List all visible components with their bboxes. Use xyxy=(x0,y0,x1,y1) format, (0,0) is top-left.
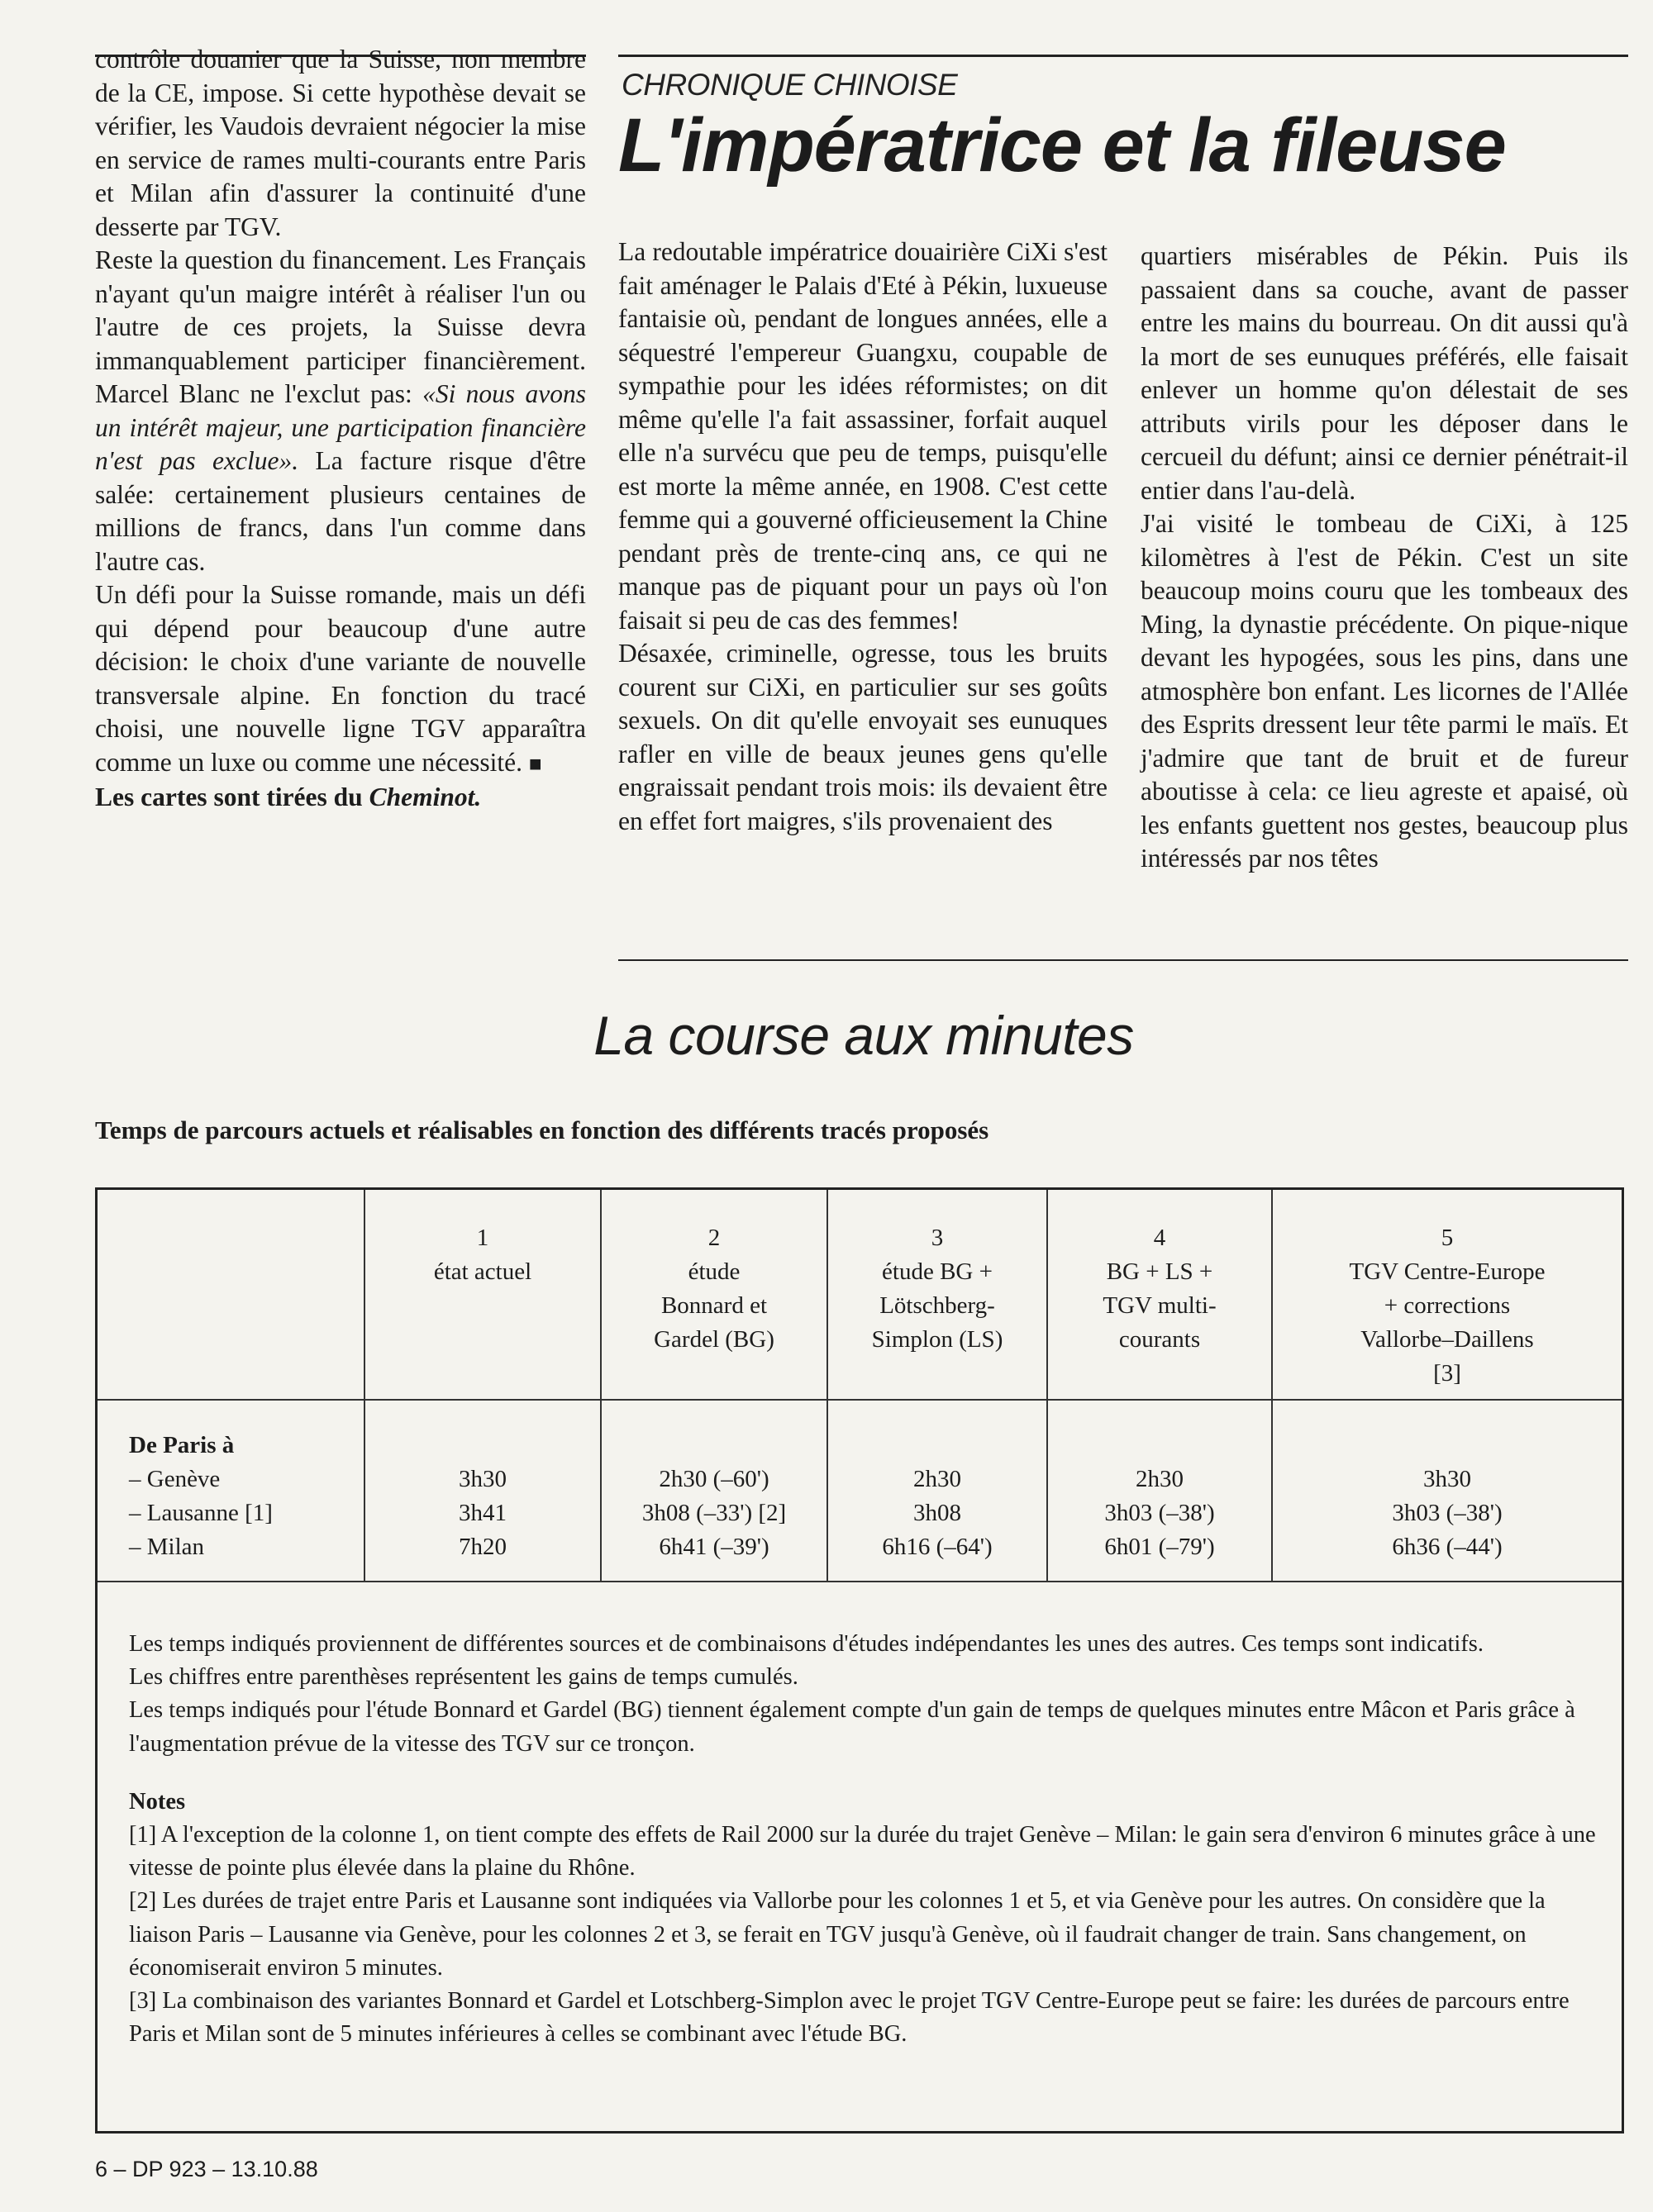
chronicle-paragraph-2: Désaxée, criminelle, ogresse, tous les bruits courent sur CiXi, en particulier sur ses goûts sexuels. On dit qu'elle envoyait ses eunuques rafler en ville de beaux jeunes gens qu'elle engraissait pendant trois mois: ils devaient être en effet fort maigres, s'ils provenaient des xyxy=(618,639,1108,835)
section-headline: La course aux minutes xyxy=(593,1005,1134,1066)
end-of-article-mark: ■ xyxy=(528,751,542,776)
table-remark: Les chiffres entre parenthèses représentent les gains de temps cumulés. xyxy=(129,1664,798,1691)
left-paragraph-2-end: La facture risque d'être salée: certainement plusieurs centaines de millions de francs, dans l'un comme dans l'autre cas. xyxy=(95,446,586,576)
column-header-3 xyxy=(827,1190,1047,1400)
map-credit xyxy=(95,781,586,815)
travel-times-table xyxy=(98,1190,1622,1582)
column-label-line: + corrections xyxy=(1384,1292,1511,1319)
left-paragraph-2-start: Reste la question du financement. Les Français n'ayant qu'un maigre intérêt à réaliser l'un ou l'autre de ces projets, la Suisse devra immanquablement participer financièrement. Marcel Blanc ne l'exclut pas: xyxy=(95,245,586,408)
times-cell-column-5 xyxy=(1272,1400,1622,1582)
chronicle-headline: L'impératrice et la fileuse xyxy=(618,103,1506,188)
column-label-line: Lötschberg- xyxy=(879,1292,995,1319)
left-paragraph-3-text: Un défi pour la Suisse romande, mais un défi qui dépend pour beaucoup d'une autre décision: le choix d'une variante de nouvelle transversale alpine. En fonction du tracé choisi, une nouvelle ligne TGV apparaîtra comme un luxe ou comme une nécessité. xyxy=(95,580,586,777)
page-folio: 6 – DP 923 – 13.10.88 xyxy=(95,2157,318,2181)
column-header-2 xyxy=(601,1190,827,1400)
table-cell: 6h36 (–44') xyxy=(1392,1534,1503,1560)
table-notes xyxy=(129,1628,1605,2051)
table-remark: Les temps indiqués pour l'étude Bonnard et Gardel (BG) tiennent également compte d'un gain de temps de quelques minutes entre Mâcon et Paris grâce à l'augmentation prévue de la vitesse des TGV sur ce tronçon. xyxy=(129,1697,1575,1757)
notes-heading: Notes xyxy=(129,1788,186,1815)
row-heading: De Paris à xyxy=(129,1432,235,1458)
column-label-line: étude xyxy=(688,1258,741,1285)
column-label-line: Bonnard et xyxy=(660,1292,768,1319)
table-header-row xyxy=(98,1190,1622,1400)
column-label-line: état actuel xyxy=(433,1258,532,1285)
left-paragraph-2 xyxy=(95,244,586,578)
chronicle-paragraph-4: J'ai visité le tombeau de CiXi, à 125 kilomètres à l'est de Pékin. C'est un site beaucoup moins couru que les tombeaux des Ming, la dynastie précédente. On pique-nique devant les hypogées, sous les pins, dans une atmosphère bon enfant. Les licornes de l'Allée des Esprits dressent leur tête parmi le maïs. Et j'admire que tant de bruit et de fureur aboutisse à cela: ce lieu agreste et apaisé, où les enfants guettent nos gestes, beaucoup plus intéressés par nos têtes xyxy=(1141,509,1628,873)
table-cell: 3h03 (–38') xyxy=(1104,1500,1215,1526)
times-cell-column-2 xyxy=(601,1400,827,1582)
column-label-line: BG + LS + xyxy=(1106,1258,1213,1285)
table-cell: 3h08 (–33') [2] xyxy=(641,1500,787,1526)
footnote-2: [2] Les durées de trajet entre Paris et Lausanne sont indiquées via Vallorbe pour les colonnes 1 et 5, et via Genève pour les autres. On considère que la liaison Paris – Lausanne via Genève, pour les colonnes 2 et 3, se ferait en TGV jusqu'à Genève, où il faudrait changer de train. Sans changement, on économiserait environ 5 minutes. xyxy=(129,1888,1546,1981)
empty-header-cell xyxy=(98,1190,364,1400)
map-credit-text: Les cartes sont tirées du xyxy=(95,783,369,811)
table-cell: 3h41 xyxy=(459,1500,507,1526)
left-paragraph-1: contrôle douanier que la Suisse, non membre de la CE, impose. Si cette hypothèse devait se vérifier, les Vaudois devraient négocier la mise en service de rames multi-courants entre Paris et Milan afin d'assurer la continuité d'une desserte par TGV. xyxy=(95,45,586,241)
table-cell: 2h30 xyxy=(913,1466,961,1492)
table-data-row xyxy=(98,1400,1622,1582)
destination-label: – Genève xyxy=(129,1466,221,1492)
destination-label: – Lausanne [1] xyxy=(129,1500,273,1526)
chronicle-top-rule xyxy=(618,55,1628,57)
left-article-column xyxy=(95,43,586,815)
column-header-5 xyxy=(1272,1190,1622,1400)
table-cell: 3h08 xyxy=(913,1500,961,1526)
column-label-line: TGV multi- xyxy=(1103,1292,1217,1319)
left-paragraph-3 xyxy=(95,578,586,781)
table-cell: 3h30 xyxy=(1423,1466,1471,1492)
column-label-line: étude BG + xyxy=(882,1258,993,1285)
footnote-3: [3] La combinaison des variantes Bonnard et Gardel et Lotschberg-Simplon avec le projet TGV Centre-Europe peut se faire: les durées de parcours entre Paris et Milan sont de 5 minutes inférieures à celles se combinant avec l'étude BG. xyxy=(129,1988,1570,2048)
column-number: 3 xyxy=(931,1225,944,1251)
times-cell-column-1 xyxy=(364,1400,601,1582)
chronicle-bottom-rule xyxy=(618,959,1628,961)
table-cell: 6h16 (–64') xyxy=(882,1534,993,1560)
destination-label: – Milan xyxy=(129,1534,205,1560)
chronicle-paragraph-3: quartiers misérables de Pékin. Puis ils passaient dans sa couche, avant de passer entre les mains du bourreau. On dit aussi qu'à la mort de ses eunuques préférés, elle faisait enlever un homme qu'on délestait de ses attributs virils pour les déposer dans le cercueil du défunt; ainsi ce dernier pénétrait-il entier dans l'au-delà. xyxy=(1141,241,1628,505)
times-cell-column-4 xyxy=(1047,1400,1272,1582)
column-header-1 xyxy=(364,1190,601,1400)
table-cell: 3h03 (–38') xyxy=(1392,1500,1503,1526)
table-cell: 3h30 xyxy=(459,1466,507,1492)
table-remark: Les temps indiqués proviennent de différentes sources et de combinaisons d'études indépendantes les unes des autres. Ces temps sont indicatifs. xyxy=(129,1631,1484,1657)
chronicle-kicker: CHRONIQUE CHINOISE xyxy=(622,68,958,102)
column-label-line: courants xyxy=(1118,1326,1201,1353)
footnote-1: [1] A l'exception de la colonne 1, on tient compte des effets de Rail 2000 sur la durée du trajet Genève – Milan: le gain sera d'environ 6 minutes grâce à une vitesse de pointe plus élevée dans la plaine du Rhône. xyxy=(129,1822,1596,1881)
chronicle-paragraph-1: La redoutable impératrice douairière CiXi s'est fait aménager le Palais d'Eté à Pékin, luxueuse fantaisie où, pendant de longues années, elle a séquestré l'empereur Guangxu, coupable de sympathie pour les idées réformistes; on dit même qu'elle l'a fait assassiner, forfait auquel elle n'a survécu que peu de temps, puisqu'elle est morte la même année, en 1908. C'est cette femme qui a gouverné officieusement la Chine pendant près de trente-cinq ans, ce qui ne manque pas de piquant pour un pays où l'on faisait si peu de cas des femmes! xyxy=(618,237,1108,635)
marcel-blanc-quote: «Si nous avons un intérêt majeur, une participation financière n'est pas exclue». xyxy=(95,379,586,475)
column-label-line: TGV Centre-Europe xyxy=(1349,1258,1546,1285)
column-label-line: Gardel (BG) xyxy=(654,1326,774,1353)
table-caption: Temps de parcours actuels et réalisables en fonction des différents tracés proposés xyxy=(95,1116,989,1144)
column-label-line: Simplon (LS) xyxy=(871,1326,1003,1353)
destination-labels-cell xyxy=(98,1400,364,1582)
chronicle-column-2 xyxy=(1141,240,1628,876)
column-header-4 xyxy=(1047,1190,1272,1400)
table-cell: 6h41 (–39') xyxy=(659,1534,769,1560)
column-label-line: [3] xyxy=(1433,1360,1461,1387)
times-cell-column-3 xyxy=(827,1400,1047,1582)
table-cell: 2h30 xyxy=(1136,1466,1184,1492)
table-cell: 7h20 xyxy=(459,1534,507,1560)
column-number: 4 xyxy=(1153,1225,1166,1251)
table-cell: 2h30 (–60') xyxy=(659,1466,769,1492)
column-number: 1 xyxy=(476,1225,489,1251)
column-label-line: Vallorbe–Daillens xyxy=(1360,1326,1534,1353)
chronicle-column-1 xyxy=(618,235,1108,838)
map-credit-source: Cheminot. xyxy=(369,783,482,811)
column-number: 2 xyxy=(707,1225,721,1251)
column-number: 5 xyxy=(1441,1225,1454,1251)
table-cell: 6h01 (–79') xyxy=(1104,1534,1215,1560)
travel-times-box xyxy=(95,1187,1624,2134)
